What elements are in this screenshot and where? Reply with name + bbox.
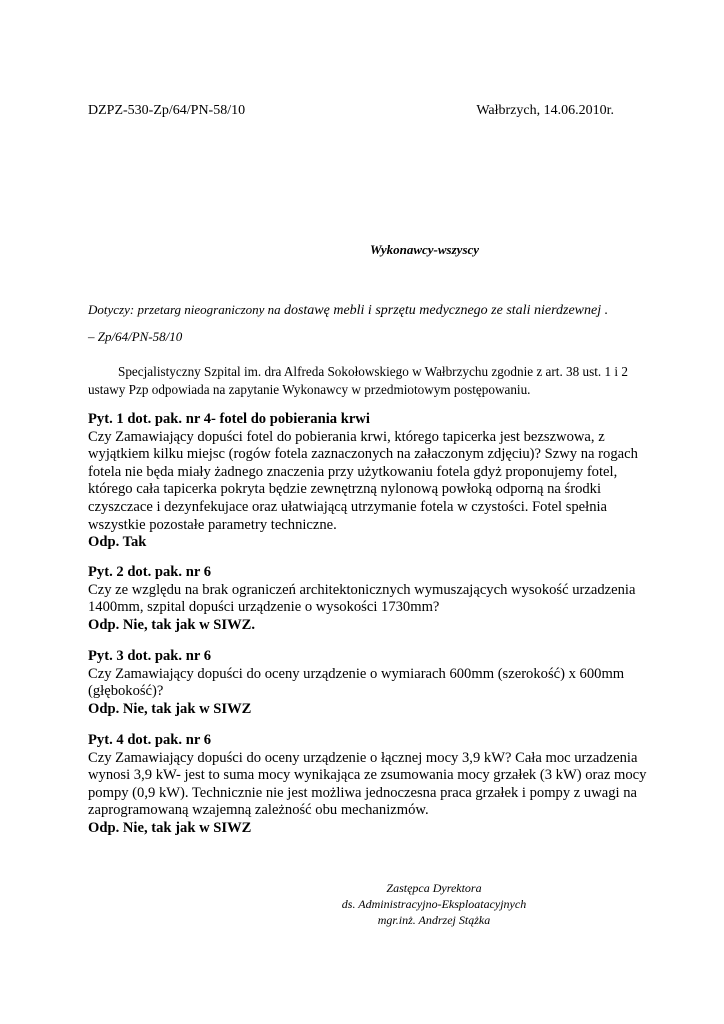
question-title: Pyt. 1 dot. pak. nr 4- fotel do pobierania krwi [88, 411, 370, 427]
subject-reference: – Zp/64/PN-58/10 [88, 329, 183, 344]
question-block-3 [88, 648, 648, 718]
subject-title: dostawę mebli i sprzętu medycznego ze stali nierdzewnej . [283, 303, 609, 318]
question-block-4 [88, 732, 648, 838]
subject-prefix: Dotyczy: przetarg nieograniczony na [88, 302, 284, 317]
signature-name: mgr.inż. Andrzej Stążka [377, 913, 491, 927]
question-block-2 [88, 564, 648, 634]
question-title: Pyt. 3 dot. pak. nr 6 [88, 648, 211, 664]
question-body: Czy Zamawiający dopuści do oceny urządzenie o łącznej mocy 3,9 kW? Cała moc urzadzenia wynosi 3,9 kW- jest to suma mocy wynikająca ze zsumowania mocy grzałek (3 kW) oraz mocy pompy (0,9 kW). Technicznie nie jest możliwa jednoczesna praca grzałek i pompy z uwagi na zaprogramowaną wzajemną zależność obu mechanizmów. [88, 749, 647, 819]
question-body: Czy Zamawiający dopuści fotel do pobierania krwi, którego tapicerka jest bezszwowa, z wyjątkiem kilku miejsc (rogów fotela zaznaczonych na załaczonym zdjęciu)? Szwy na rogach fotela nie będa miały żadnego znaczenia przy użytkowaniu fotela gdyż proponujemy fotel, którego cała tapicerka pokryta będzie zewnętrzną nylonową powłoką odporną na środki czyszczace i dezynfekujace oraz ułatwiającą utrzymanie fotela w czystości. Fotel spełnia wszystkie pozostałe parametry techniczne. [88, 428, 638, 533]
signature-department: ds. Administracyjno-Eksploatacyjnych [341, 897, 527, 911]
question-block-1 [88, 411, 648, 552]
question-answer: Odp. Nie, tak jak w SIWZ [88, 700, 252, 717]
subject-line [88, 302, 608, 319]
document-reference: DZPZ-530-Zp/64/PN-58/10 [88, 103, 246, 118]
question-answer: Odp. Tak [88, 534, 147, 551]
place-date: Wałbrzych, 14.06.2010r. [476, 103, 614, 118]
question-answer: Odp. Nie, tak jak w SIWZ. [88, 616, 256, 633]
signature-block [300, 880, 568, 928]
question-body: Czy ze względu na brak ograniczeń architektonicznych wymuszających wysokość urzadzenia 1400mm, szpital dopuści urządzenie o wysokości 1730mm? [88, 581, 636, 616]
question-title: Pyt. 4 dot. pak. nr 6 [88, 732, 211, 748]
question-body: Czy Zamawiający dopuści do oceny urządzenie o wymiarach 600mm (szerokość) x 600mm (głębokość)? [88, 665, 625, 700]
intro-paragraph: Specjalistyczny Szpital im. dra Alfreda Sokołowskiego w Wałbrzychu zgodnie z art. 38 ust. 1 i 2 ustawy Pzp odpowiada na zapytanie Wykonawcy w przedmiotowym postępowaniu. [88, 364, 628, 397]
signature-title: Zastępca Dyrektora [386, 881, 482, 895]
question-title: Pyt. 2 dot. pak. nr 6 [88, 564, 211, 580]
recipient: Wykonawcy-wszyscy [370, 242, 480, 257]
question-answer: Odp. Nie, tak jak w SIWZ [88, 819, 252, 836]
